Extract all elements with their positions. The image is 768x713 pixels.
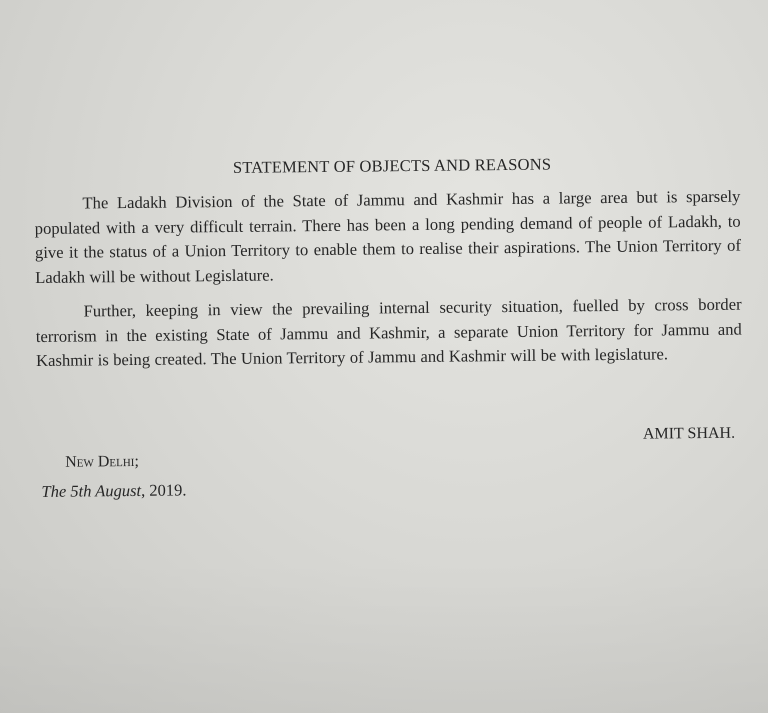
paragraph-ladakh: The Ladakh Division of the State of Jammu and Kashmir has a large area but is sparsely populated with a very difficult terrain. There has been a long pending demand of people of Ladakh, to give it the status of a Union Territory to enable them to realise their aspirations. The Union Territory of Ladakh will be without Legislature. xyxy=(34,186,742,287)
paragraph-jammu-kashmir: Further, keeping in view the prevailing internal security situation, fuelled by cross border terrorism in the existing State of Jammu and Kashmir, a separate Union Territory for Jammu and Kashmir is being created. The Union Territory of Jammu and Kashmir will be with legislature. xyxy=(35,294,742,370)
date-prefix: The 5th August xyxy=(41,480,142,501)
document-body xyxy=(34,153,742,501)
date-year: , 2019. xyxy=(140,480,187,500)
signatory-name: AMIT SHAH. xyxy=(642,424,736,443)
place-line: New Delhi; xyxy=(65,452,139,471)
page-shadow xyxy=(0,560,768,713)
date-line xyxy=(41,480,186,502)
document-heading: STATEMENT OF OBJECTS AND REASONS xyxy=(232,154,552,177)
